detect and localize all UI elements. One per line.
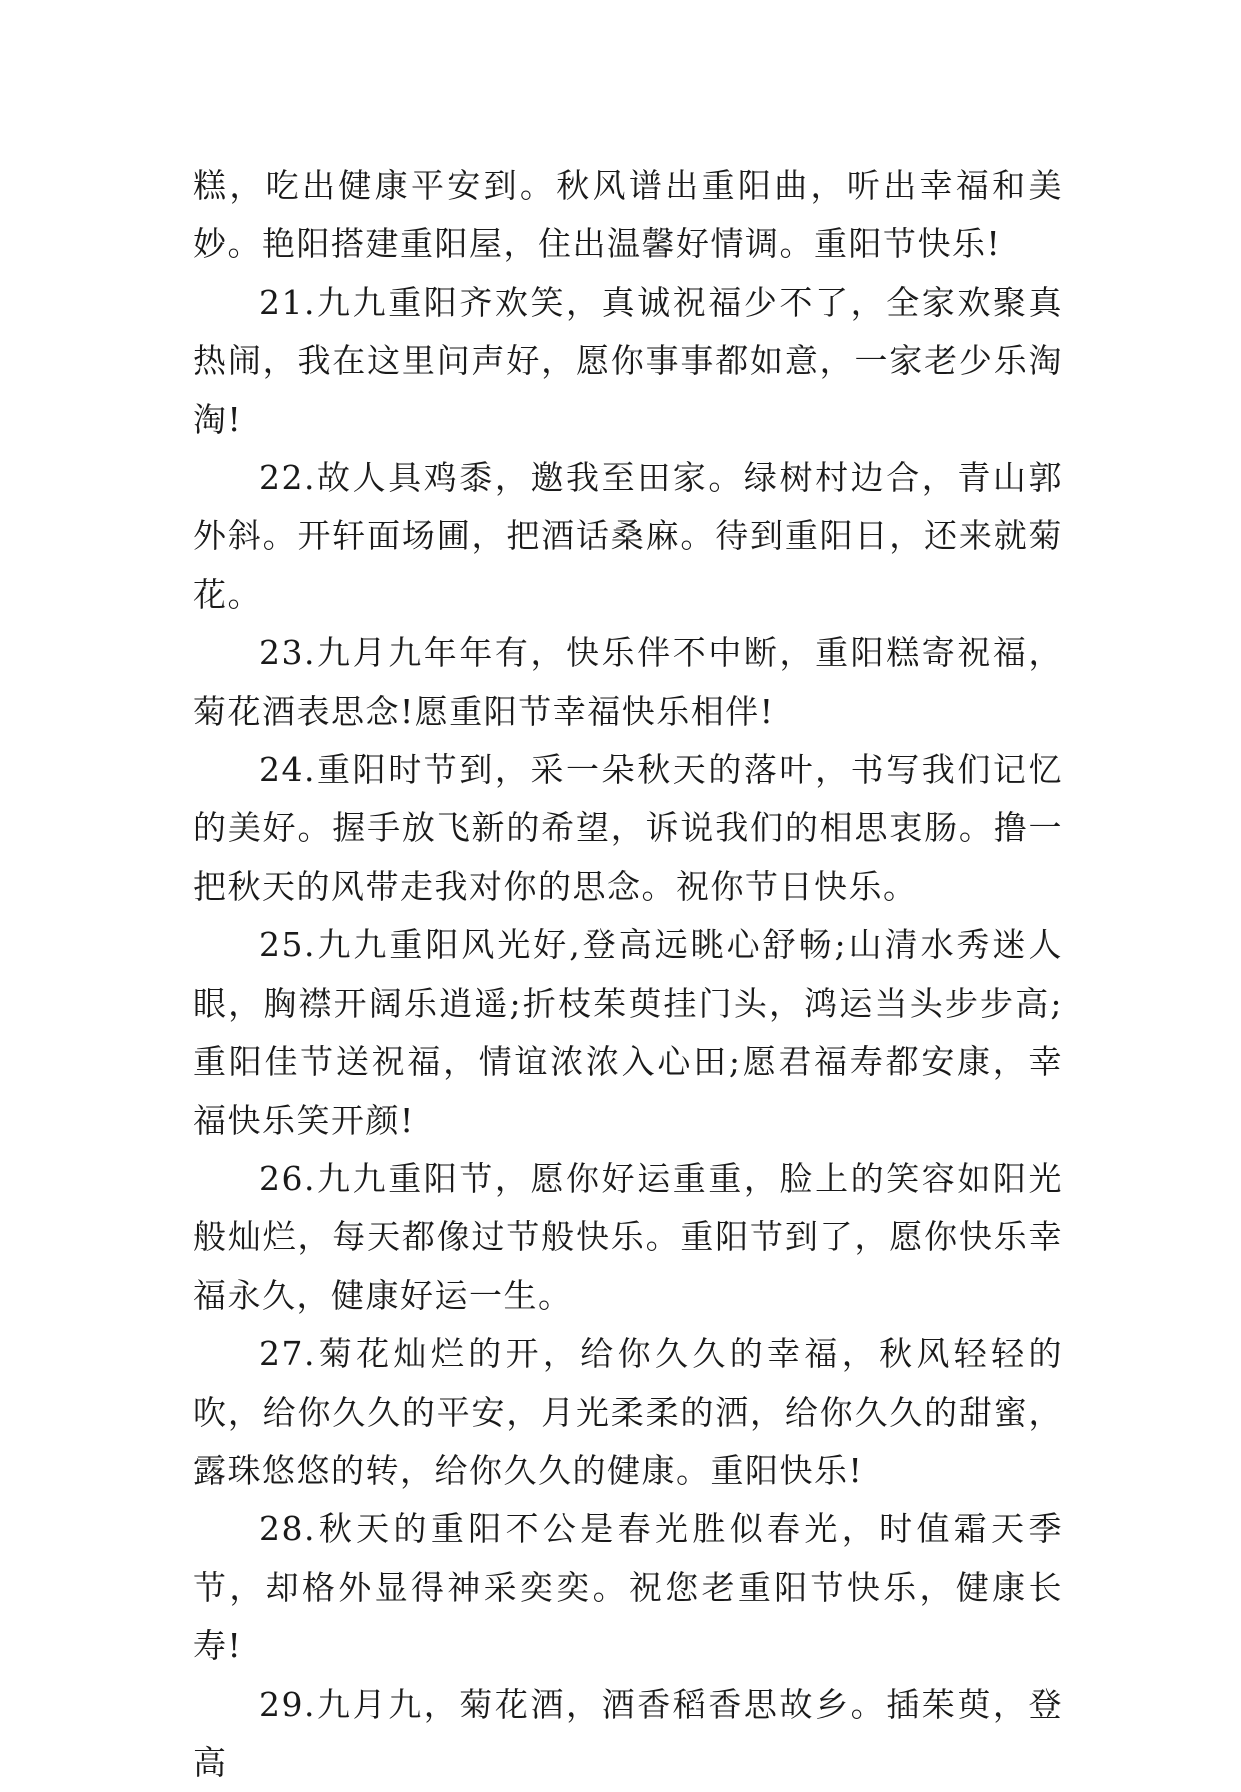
paragraph-27: 27.菊花灿烂的开，给你久久的幸福，秋风轻轻的吹，给你久久的平安，月光柔柔的洒，给你久久的甜蜜，露珠悠悠的转，给你久久的健康。重阳快乐! bbox=[193, 1334, 1063, 1490]
paragraph-continuation: 糕，吃出健康平安到。秋风谱出重阳曲，听出幸福和美妙。艳阳搭建重阳屋，住出温馨好情调。重阳节快乐! bbox=[193, 166, 1063, 264]
paragraph-23: 23.九月九年年有，快乐伴不中断，重阳糕寄祝福，菊花酒表思念!愿重阳节幸福快乐相伴! bbox=[193, 633, 1063, 731]
paragraph-26: 26.九九重阳节，愿你好运重重，脸上的笑容如阳光般灿烂，每天都像过节般快乐。重阳节到了，愿你快乐幸福永久，健康好运一生。 bbox=[193, 1158, 1063, 1315]
paragraph-25: 25.九九重阳风光好,登高远眺心舒畅;山清水秀迷人眼，胸襟开阔乐逍遥;折枝茱萸挂门头，鸿运当头步步高;重阳佳节送祝福，情谊浓浓入心田;愿君福寿都安康，幸福快乐笑开颜! bbox=[193, 925, 1063, 1140]
paragraph-28: 28.秋天的重阳不公是春光胜似春光，时值霜天季节，却格外显得神采奕奕。祝您老重阳节快乐，健康长寿! bbox=[193, 1509, 1063, 1666]
document-body bbox=[193, 157, 1063, 1792]
paragraph-29: 29.九月九，菊花酒，酒香稻香思故乡。插茱萸，登高 bbox=[193, 1684, 1063, 1782]
paragraph-24: 24.重阳时节到，采一朵秋天的落叶，书写我们记忆的美好。握手放飞新的希望，诉说我们的相思衷肠。撸一把秋天的风带走我对你的思念。祝你节日快乐。 bbox=[193, 750, 1063, 906]
paragraph-22: 22.故人具鸡黍，邀我至田家。绿树村边合，青山郭外斜。开轩面场圃，把酒话桑麻。待到重阳日，还来就菊花。 bbox=[193, 458, 1063, 614]
paragraph-21: 21.九九重阳齐欢笑，真诚祝福少不了，全家欢聚真热闹，我在这里问声好，愿你事事都如意，一家老少乐淘淘! bbox=[193, 282, 1063, 439]
